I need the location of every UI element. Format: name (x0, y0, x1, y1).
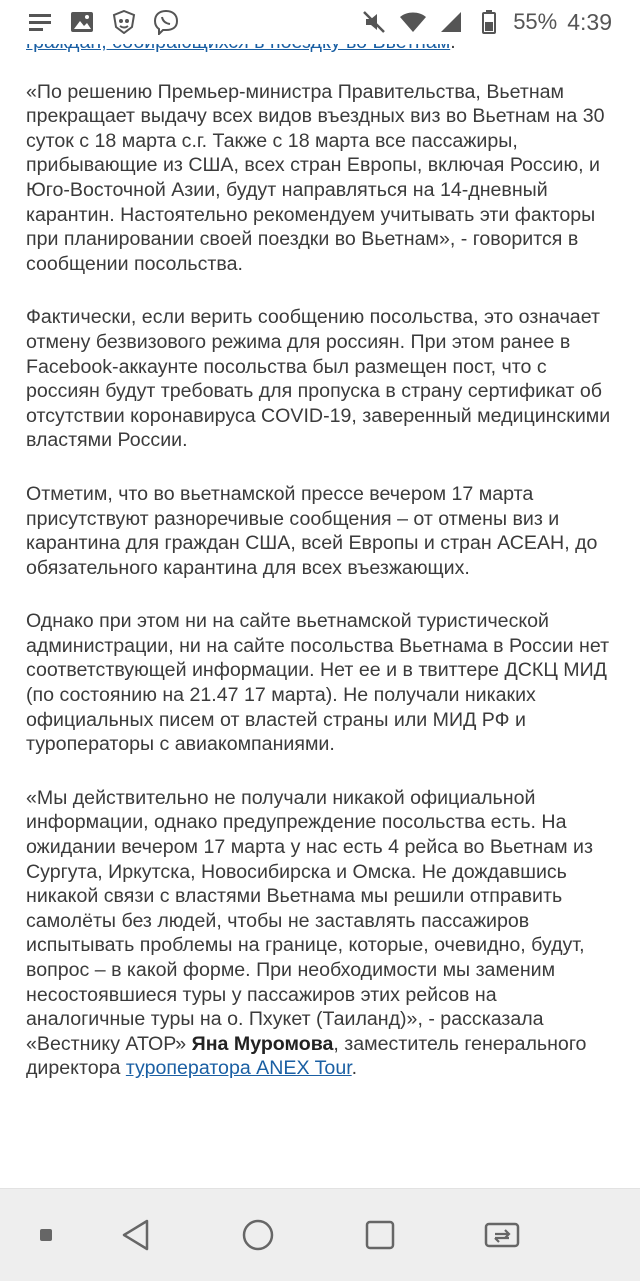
signal-icon (437, 9, 465, 35)
gallery-icon (68, 9, 96, 35)
status-clock: 4:39 (567, 8, 612, 35)
paragraph-1: «По решению Премьер-министра Правительства, Вьетнам прекращает выдачу всех видов въездных виз во Вьетнам на 30 суток с 18 марта с.г. Также с 18 марта все пассажиры, прибывающие из США, всех стран Европы, включая Россию, и Юго-Восточной Азии, будут направляться на 14-дневный карантин. Настоятельно рекомендуем учитывать эти факторы при планировании своей поездки во Вьетнам», - говорится в сообщении посольства. (26, 80, 605, 275)
navigation-bar (0, 1188, 640, 1281)
home-icon[interactable] (234, 1211, 282, 1259)
dot-icon[interactable] (22, 1211, 70, 1259)
shield-app-icon (110, 9, 138, 35)
paragraph-3: Отметим, что во вьетнамской прессе вечером 17 марта присутствуют разноречивые сообщения – от отмены виз и карантина для граждан США, всей Европы и стран АСЕАН, до обязательного карантина для всех въезжающих. (26, 482, 598, 579)
quote-author-name: Яна Муромова (191, 1032, 334, 1055)
mute-icon (361, 9, 389, 35)
battery-percentage: 55% (513, 9, 558, 34)
link-anex-tour[interactable]: туроператора ANEX Tour (125, 1057, 352, 1080)
paragraph-5: «Мы действительно не получали никакой официальной информации, однако предупреждение посольства есть. На ожидании вечером 17 марта у нас есть 4 рейса во Вьетнам из Сургута, Иркутска, Новосибирска и Омска. Не дождавшись никакой связи с властями Вьетнама мы решили отправить самолёты без людей, чтобы не заставлять пассажиров испытывать проблемы на границе, которые, очевидно, будут, вопрос – в какой форме. При необходимости мы заменим несостоявшиеся туры у пассажиров этих рейсов на аналогичные туры на о. Пхукет (Таиланд)», - рассказала «Вестнику АТОР» Яна Муромова, заместитель генерального директора туроператора ANEX Tour. (26, 786, 593, 1080)
menu-icon (26, 9, 54, 35)
paragraph-4: Однако при этом ни на сайте вьетнамской туристической администрации, ни на сайте посольства Вьетнама в России нет соответствующей информации. Нет ее и в твиттере ДСКЦ МИД (по состоянию на 21.47 17 марта). Не получали никаких официальных писем от властей страны или МИД РФ и туроператоры с авиакомпаниями. (26, 610, 610, 756)
back-icon[interactable] (112, 1211, 160, 1259)
battery-icon (475, 9, 503, 35)
paragraph-2: Фактически, если верить сообщению посольства, это означает отмену безвизового режима для россиян. При этом ранее в Facebook-аккаунте посольства был размещен пост, что с россиян будут требовать для пропуска в страну сертификат об отсутствии коронавируса COVID-19, заверенный медицинскими властями России. (26, 306, 611, 452)
rotate-screen-icon[interactable] (478, 1211, 526, 1259)
wifi-icon (399, 9, 427, 35)
viber-icon (152, 9, 180, 35)
recents-icon[interactable] (356, 1211, 404, 1259)
status-bar (0, 0, 640, 44)
